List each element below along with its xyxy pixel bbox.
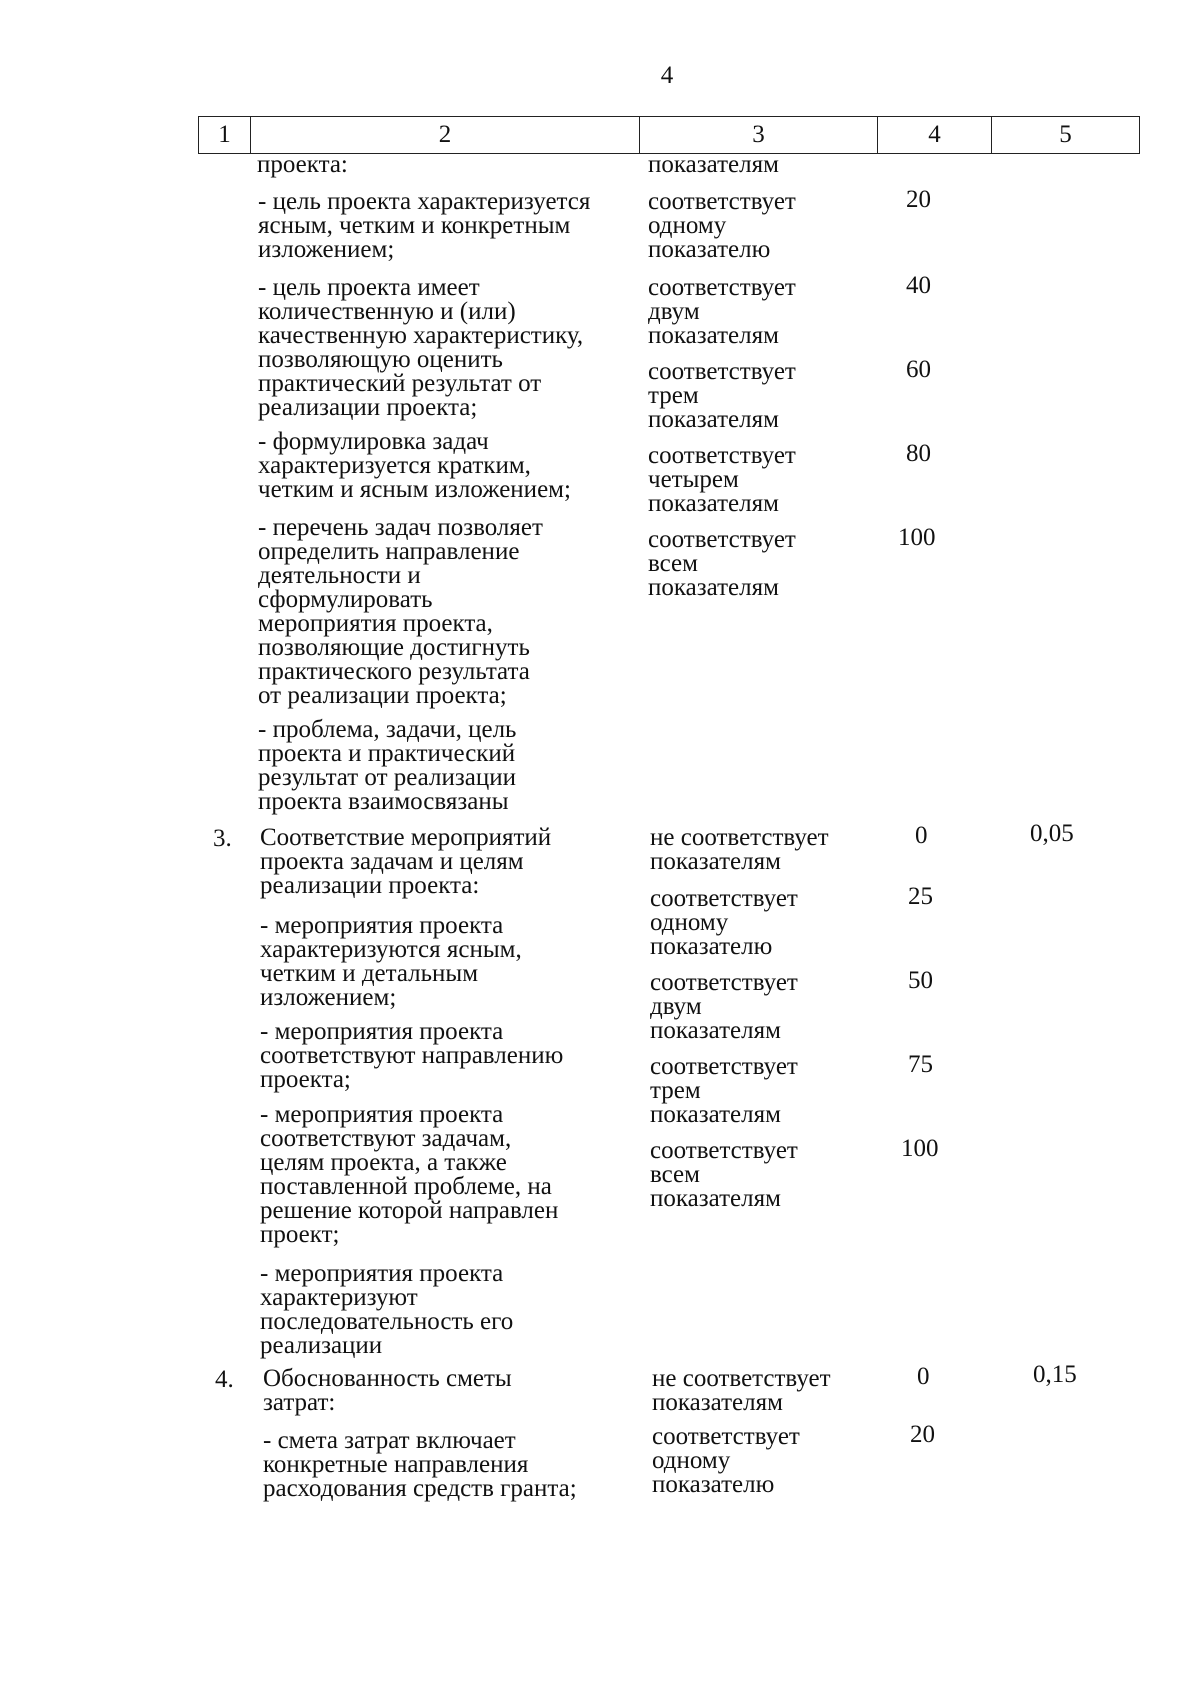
table-header-row — [198, 116, 1140, 154]
header-col-4: 4 — [928, 121, 941, 148]
match-level-label: соответствует двум показателям — [650, 969, 798, 1044]
sub-item: - мероприятия проекта характеризуют последовательность его реализации — [260, 1260, 514, 1359]
criterion-title: Соответствие мероприятий проекта задачам и целям реализации проекта: — [260, 824, 552, 899]
sub-item: - мероприятия проекта соответствуют направлению проекта; — [260, 1018, 564, 1093]
score-value: 0 — [915, 822, 928, 849]
header-col-2: 2 — [438, 121, 452, 148]
match-level-label: соответствует всем показателям — [650, 1137, 798, 1212]
criterion-title-tail: проекта: — [257, 151, 348, 178]
page-number: 4 — [660, 62, 674, 89]
match-level-label: не соответствует показателям — [652, 1365, 831, 1416]
sub-item: - мероприятия проекта соответствуют задачам, целям проекта, а также поставленной проблеме, на решение которой направлен проект; — [260, 1101, 559, 1248]
match-level-label: соответствует всем показателям — [648, 526, 796, 601]
score-value: 60 — [906, 356, 931, 383]
header-col-3: 3 — [752, 121, 765, 148]
criterion-weight: 0,05 — [1030, 820, 1074, 847]
criterion-number: 4. — [215, 1366, 234, 1393]
score-value: 20 — [910, 1421, 935, 1448]
score-value: 100 — [898, 524, 936, 551]
score-value: 20 — [906, 186, 931, 213]
sub-item: - проблема, задачи, цель проекта и практический результат от реализации проекта взаимосвязаны — [258, 716, 517, 815]
match-level-label: соответствует одному показателю — [652, 1423, 800, 1498]
sub-item: - цель проекта характеризуется ясным, четким и конкретным изложением; — [258, 188, 591, 263]
match-level-label: соответствует одному показателю — [650, 885, 798, 960]
sub-item: - перечень задач позволяет определить направление деятельности и сформулировать мероприятия проекта, позволяющие достигнуть практического результата от реализации проекта; — [258, 514, 543, 709]
score-value: 75 — [908, 1051, 933, 1078]
match-level-label: соответствует двум показателям — [648, 274, 796, 349]
criterion-weight: 0,15 — [1033, 1361, 1077, 1388]
header-col-5: 5 — [1059, 121, 1072, 148]
match-level-label: соответствует одному показателю — [648, 188, 796, 263]
score-value: 50 — [908, 967, 933, 994]
header-col-1: 1 — [218, 121, 231, 148]
sub-item: - формулировка задач характеризуется кратким, четким и ясным изложением; — [258, 428, 571, 503]
match-level-label: соответствует трем показателям — [650, 1053, 798, 1128]
match-level-label: соответствует трем показателям — [648, 358, 796, 433]
sub-item: - смета затрат включает конкретные направления расходования средств гранта; — [263, 1427, 577, 1502]
score-value: 0 — [917, 1363, 930, 1390]
match-level-label: не соответствует показателям — [650, 824, 829, 875]
score-value: 25 — [908, 883, 933, 910]
sub-item: - цель проекта имеет количественную и (или) качественную характеристику, позволяющую оценить практический результат от реализации проекта; — [258, 274, 584, 421]
criterion-number: 3. — [213, 825, 232, 852]
score-value: 40 — [906, 272, 931, 299]
match-level-tail: показателям — [648, 151, 779, 178]
match-level-label: соответствует четырем показателям — [648, 442, 796, 517]
score-value: 80 — [906, 440, 931, 467]
criterion-title: Обоснованность сметы затрат: — [263, 1365, 512, 1416]
score-value: 100 — [901, 1135, 939, 1162]
sub-item: - мероприятия проекта характеризуются ясным, четким и детальным изложением; — [260, 912, 522, 1011]
